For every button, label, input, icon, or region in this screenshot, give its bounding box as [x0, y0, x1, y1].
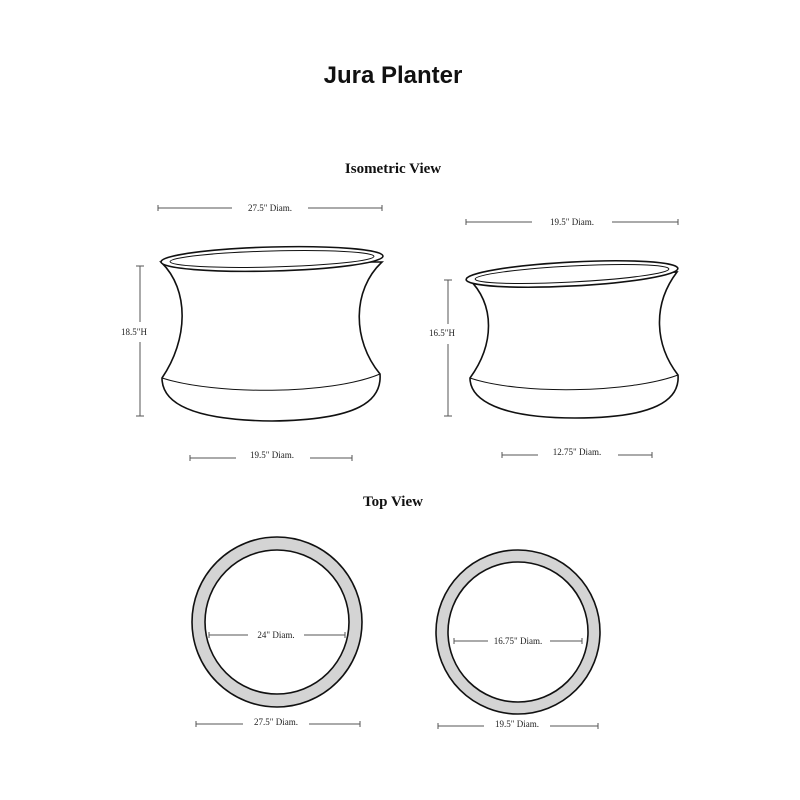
large-inner-opening [205, 550, 349, 694]
isometric-view-heading: Isometric View [344, 161, 442, 177]
small-planter-isometric [429, 217, 678, 458]
large-height-dimension [121, 266, 147, 416]
small-base-diameter-dimension [502, 447, 652, 458]
large-top-diameter-label: 27.5" Diam. [248, 203, 292, 213]
small-outer-diameter-label: 19.5" Diam. [495, 719, 539, 729]
top-view-heading: Top View [363, 494, 423, 510]
small-inner-opening [448, 562, 588, 702]
small-top-diameter-label: 19.5" Diam. [550, 217, 594, 227]
large-planter-isometric [121, 203, 383, 461]
page-title: Jura Planter [323, 62, 463, 89]
small-top-diameter-dimension [466, 217, 678, 227]
small-planter-top-view [436, 550, 600, 729]
small-height-label: 16.5"H [429, 328, 455, 338]
small-planter-body [468, 272, 678, 418]
large-top-diameter-dimension [158, 203, 382, 213]
large-outer-diameter-dimension [196, 717, 360, 727]
small-inner-diameter-label: 16.75" Diam. [493, 636, 543, 646]
large-outer-diameter-label: 27.5" Diam. [254, 717, 298, 727]
large-height-label: 18.5"H [121, 327, 147, 337]
small-height-dimension [429, 280, 455, 416]
small-base-diameter-label: 12.75" Diam. [552, 447, 602, 457]
large-base-diameter-dimension [190, 450, 352, 461]
large-planter-body [161, 262, 382, 421]
small-outer-diameter-dimension [438, 719, 598, 729]
large-base-diameter-label: 19.5" Diam. [250, 450, 294, 460]
large-planter-top-view [192, 537, 362, 727]
large-inner-diameter-label: 24" Diam. [257, 630, 295, 640]
